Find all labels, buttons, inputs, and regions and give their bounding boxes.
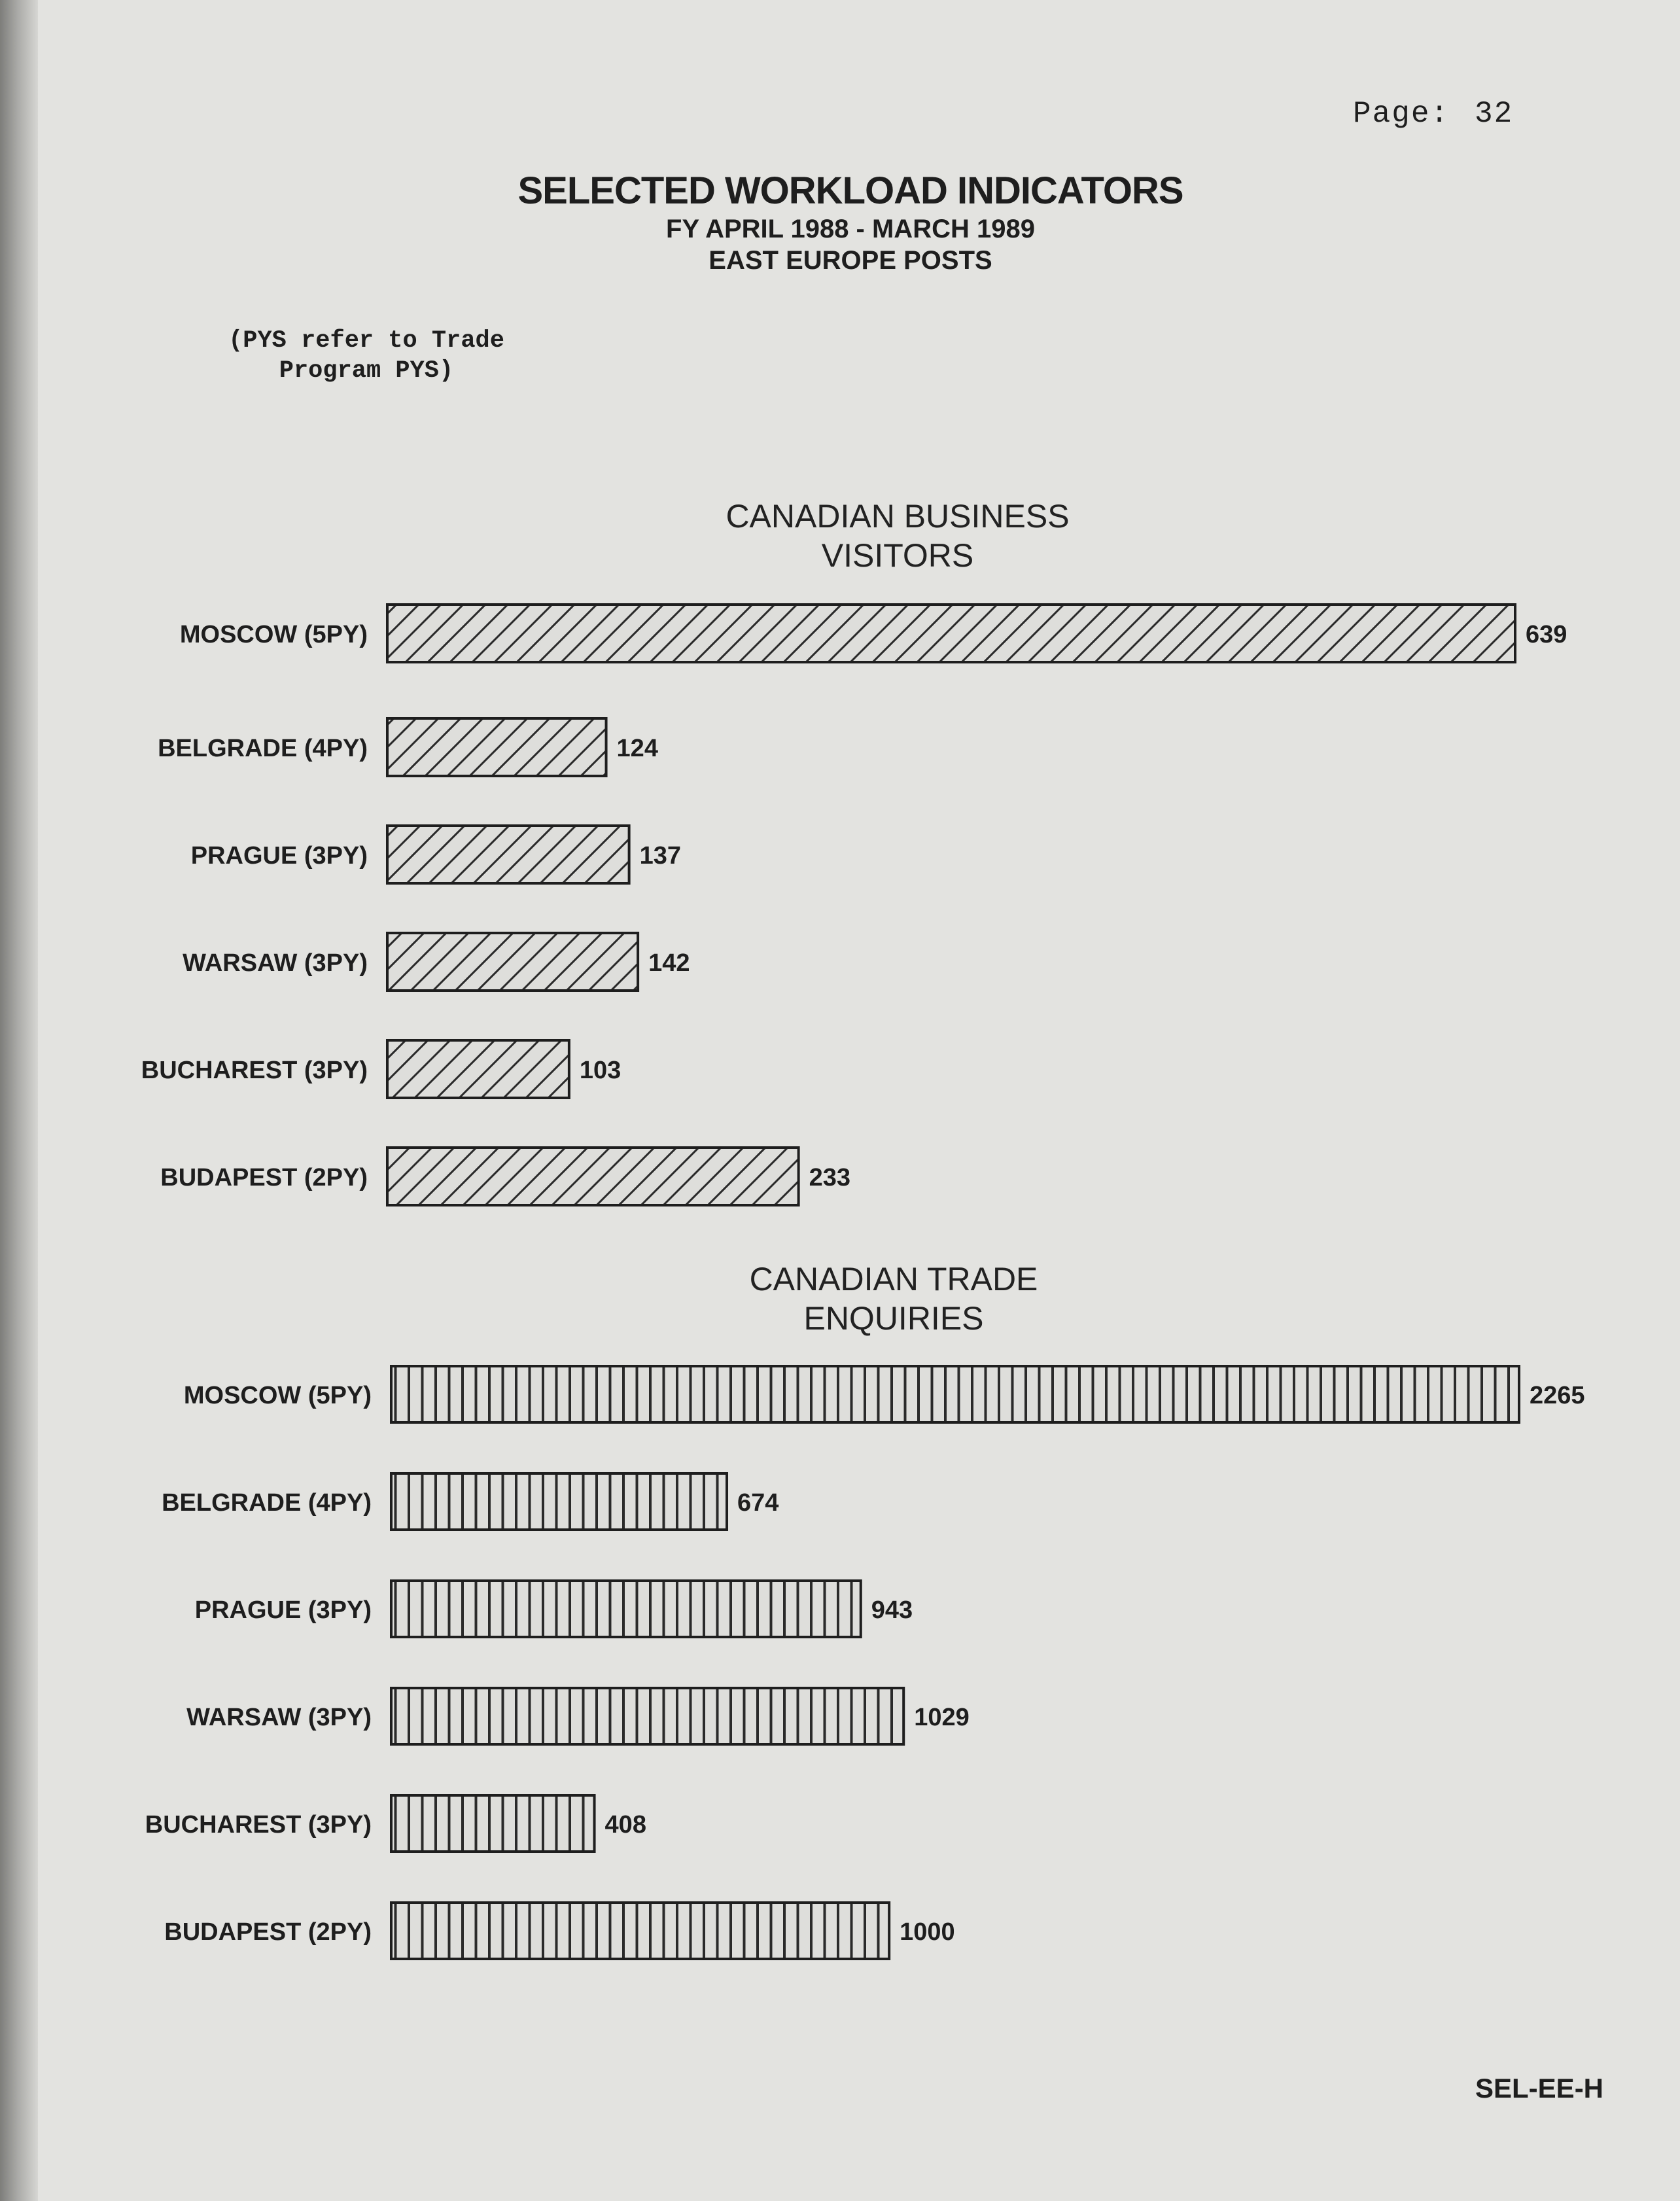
enquiries-chart-title-line-1: CANADIAN TRADE xyxy=(749,1261,1038,1297)
enquiries-value-label: 943 xyxy=(871,1596,913,1624)
visitors-category-label: BELGRADE (4PY) xyxy=(158,735,368,762)
visitors-value-label: 124 xyxy=(616,735,658,762)
visitors-category-label: WARSAW (3PY) xyxy=(183,949,368,977)
enquiries-category-label: BUDAPEST (2PY) xyxy=(164,1918,372,1946)
enquiries-category-label: PRAGUE (3PY) xyxy=(194,1596,372,1624)
enquiries-bar xyxy=(391,1473,727,1530)
enquiries-bar xyxy=(391,1795,595,1852)
visitors-category-label: MOSCOW (5PY) xyxy=(179,621,368,648)
enquiries-bar xyxy=(391,1366,1519,1422)
enquiries-bar xyxy=(391,1581,861,1637)
visitors-value-label: 137 xyxy=(639,842,682,870)
business-visitors-chart xyxy=(141,498,1567,1205)
enquiries-bar xyxy=(391,1688,903,1744)
enquiries-value-label: 1029 xyxy=(914,1704,970,1731)
report-region: EAST EUROPE POSTS xyxy=(709,246,992,275)
pys-note-line-2: Program PYS) xyxy=(279,357,454,385)
visitors-bar xyxy=(387,826,629,883)
enquiries-value-label: 1000 xyxy=(900,1918,955,1946)
visitors-bar xyxy=(387,1148,799,1205)
enquiries-bar xyxy=(391,1903,889,1959)
visitors-bar xyxy=(387,933,638,991)
enquiries-category-label: WARSAW (3PY) xyxy=(186,1704,372,1731)
document-code: SEL-EE-H xyxy=(1475,2073,1604,2104)
visitors-bar xyxy=(387,605,1515,662)
enquiries-category-label: MOSCOW (5PY) xyxy=(183,1382,372,1409)
enquiries-category-label: BELGRADE (4PY) xyxy=(162,1489,372,1517)
enquiries-value-label: 674 xyxy=(737,1489,779,1517)
enquiries-value-label: 408 xyxy=(604,1811,646,1839)
report-title: SELECTED WORKLOAD INDICATORS xyxy=(517,169,1183,212)
visitors-category-label: BUCHAREST (3PY) xyxy=(141,1057,368,1084)
visitors-value-label: 103 xyxy=(579,1057,621,1084)
pys-note-line-1: (PYS refer to Trade xyxy=(228,327,504,355)
visitors-category-label: BUDAPEST (2PY) xyxy=(160,1164,368,1191)
visitors-category-label: PRAGUE (3PY) xyxy=(190,842,368,870)
visitors-value-label: 233 xyxy=(809,1164,851,1191)
trade-enquiries-chart xyxy=(145,1261,1585,1959)
page-number-value: 32 xyxy=(1475,97,1514,131)
enquiries-value-label: 2265 xyxy=(1530,1382,1585,1409)
visitors-bar xyxy=(387,1040,569,1098)
page-number-label: Page: xyxy=(1353,97,1450,131)
visitors-bar xyxy=(387,718,606,776)
enquiries-category-label: BUCHAREST (3PY) xyxy=(145,1811,372,1839)
visitors-value-label: 142 xyxy=(648,949,690,977)
visitors-value-label: 639 xyxy=(1526,621,1567,648)
report-period: FY APRIL 1988 - MARCH 1989 xyxy=(666,215,1035,243)
visitors-chart-title-line-1: CANADIAN BUSINESS xyxy=(726,498,1070,535)
visitors-chart-title-line-2: VISITORS xyxy=(821,537,974,574)
enquiries-chart-title-line-2: ENQUIRIES xyxy=(803,1300,984,1337)
